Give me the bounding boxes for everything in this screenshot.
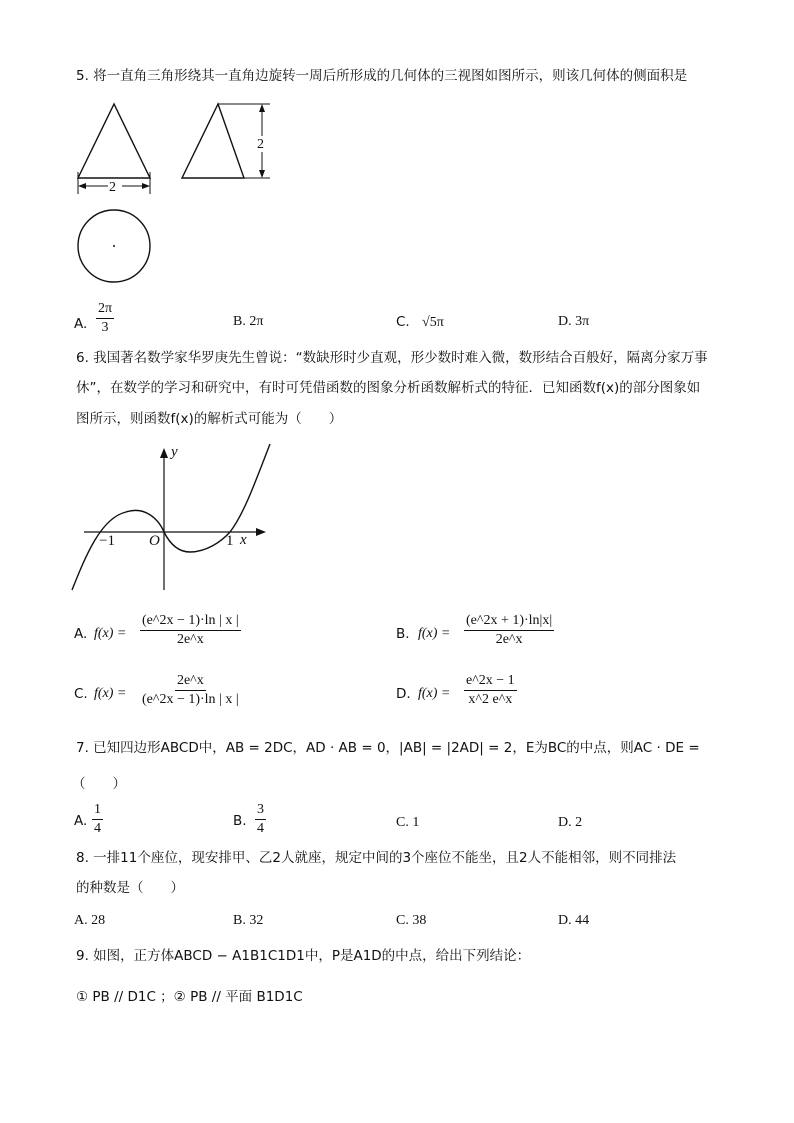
q8-line2: 的种数是（ ） xyxy=(76,880,184,896)
q6-line3: 图所示，则函数f(x)的解析式可能为（ ） xyxy=(76,411,343,427)
q6-function-graph xyxy=(66,440,286,600)
q6-neg1-label: −1 xyxy=(99,533,115,549)
q5-option-b: B. 2π xyxy=(233,314,264,329)
q8-option-c: C. 38 xyxy=(396,913,427,928)
q7-line1: 7. 已知四边形ABCD中，AB = 2DC，AD · AB = 0，|AB| = |2AD| = 2，E为BC的中点，则AC · DE = xyxy=(76,740,700,756)
q9-line1: 9. 如图，正方体ABCD − A1B1C1D1中，P是A1D的中点，给出下列结论： xyxy=(76,948,531,964)
q5-top-view xyxy=(78,210,150,282)
q7-option-a: A. $\frac{1}{4}$ xyxy=(74,802,101,836)
q5-front-dim-label: 2 xyxy=(109,180,116,195)
q6-option-c: C. f(x) = $\frac{2e\^{}x}{(e\^{}2x - 1)\cdot\ln | x |}$ xyxy=(74,673,239,707)
q8-line1: 8. 一排11个座位，现安排甲、乙2人就座，规定中间的3个座位不能坐，且2人不能相邻，则不同排法 xyxy=(76,850,677,866)
q5-stem: 5. 将一直角三角形绕其一直角边旋转一周后所形成的几何体的三视图如图所示，则该几何体的侧面积是 xyxy=(76,68,688,84)
q6-line1: 6. 我国著名数学家华罗庚先生曾说：“数缺形时少直观，形少数时难入微，数形结合百般好，隔离分家万事 xyxy=(76,350,708,366)
q5-option-c: C. √5π xyxy=(396,314,444,330)
q8-option-b: B. 32 xyxy=(233,913,264,928)
q6-curve xyxy=(72,444,270,590)
q7-option-b: B. $\frac{3}{4}$ xyxy=(233,802,264,836)
q9-line2: ① PB // D1C ；② PB // 平面 B1D1C xyxy=(76,989,303,1005)
q8-option-d: D. 44 xyxy=(558,913,590,928)
q5-side-dim-label: 2 xyxy=(257,137,264,152)
q5-option-d: D. 3π xyxy=(558,314,590,329)
q7-option-c: C. 1 xyxy=(396,815,420,830)
q6-option-d: D. f(x) = $\frac{e\^{}2x - 1}{x\^{}2 e\^{}x}$ xyxy=(396,673,515,707)
q6-origin-label: O xyxy=(149,533,160,549)
q8-option-a: A. 28 xyxy=(74,913,106,928)
q6-pos1-label: 1 xyxy=(226,533,234,549)
q6-line2: 休”，在数学的学习和研究中，有时可凭借函数的图象分析函数解析式的特征．已知函数f(x)的部分图象如 xyxy=(76,380,701,396)
q6-option-b: B. f(x) = $\frac{(e\^{}2x + 1)\cdot\ln|x|}{2e\^{}x}$ xyxy=(396,613,553,647)
q6-option-a: A. f(x) = $\frac{(e\^{}2x - 1)\cdot\ln | x |}{2e\^{}x}$ xyxy=(74,613,239,647)
q6-x-axis-label: x xyxy=(240,532,247,548)
q7-option-d: D. 2 xyxy=(558,815,583,830)
q6-y-axis-label: y xyxy=(171,444,178,460)
q7-line2: （ ） xyxy=(72,776,126,792)
